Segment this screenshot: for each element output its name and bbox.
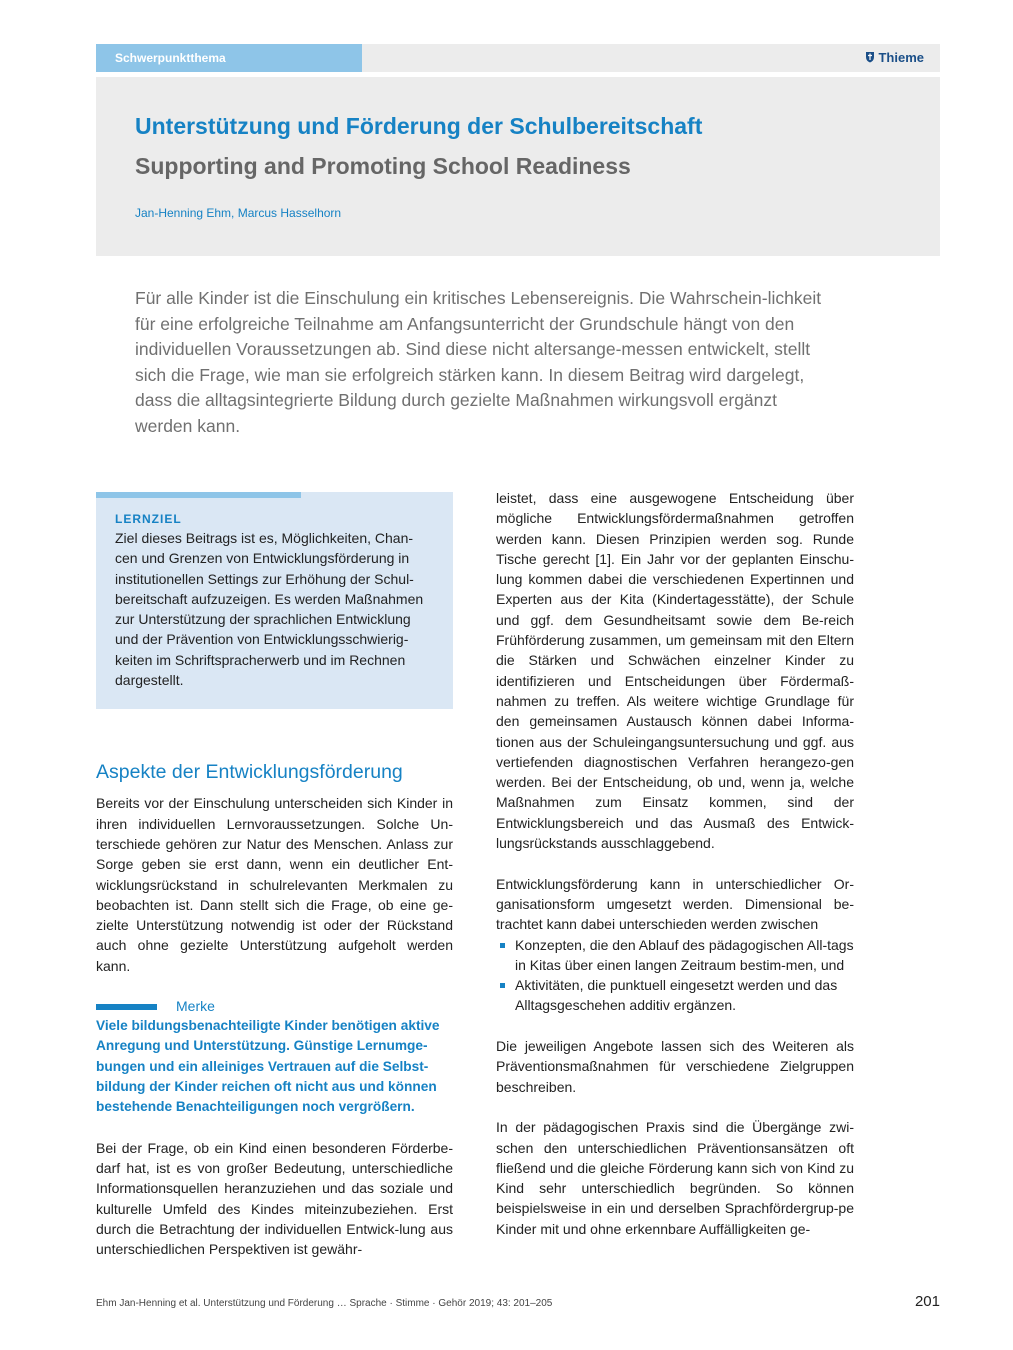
section-label: Schwerpunktthema: [96, 44, 362, 72]
learning-objective-text: Ziel dieses Beitrags ist es, Möglichkeiten, Chan-cen und Grenzen von Entwicklungsförderung in institutionellen Settings zur Erhöhung der Schul-bereitschaft aufzuzeigen. Es werden Maßnahmen zur Unterstützung der sprachlichen Entwicklung und der Prävention von Entwicklungsschwierig-keiten im Schriftspracherwerb und im Rechnen dargestellt.: [115, 530, 424, 689]
list-item: Konzepten, die den Ablauf des pädagogischen All-tags in Kitas über einen langen Zeitraum bestim-men, und: [496, 935, 854, 976]
publisher-logo: [865, 44, 924, 72]
page-number: 201: [914, 1293, 940, 1310]
body-paragraph: Bereits vor der Einschulung unterscheiden sich Kinder in ihren individuellen Lernvoraussetzungen. Solche Un-terschiede gehören zur Natur des Menschen. Anlass zur Sorge geben sie erst dann, wenn ein deutlicher Ent-wicklungsrückstand in schulrelevanten Merkmalen zu beobachten ist. Dann stellt sich die Frage, ob eine ge-zielte Unterstützung notwendig ist oder der Rückstand auch ohne gezielte Unterstützung aufgeholt werden kann.: [96, 795, 453, 974]
abstract: Für alle Kinder ist die Einschulung ein kritisches Lebensereignis. Die Wahrschein-lichkeit für eine erfolgreiche Teilnahme am Anfangsunterricht der Grundschule hängt von den individuellen Voraussetzungen ab. Sind diese nicht altersange-messen entwickelt, stellt sich die Frage, wie man sie erfolgreich stärken kann. In diesem Beitrag wird dargelegt, dass die alltagsintegrierte Bildung durch gezielte Maßnahmen wirkungsvoll ergänzt werden kann.: [135, 288, 822, 436]
note-label: Merke: [176, 998, 215, 1015]
top-bar-background: [362, 44, 940, 72]
article-header: [96, 77, 940, 256]
body-paragraph: Entwicklungsförderung kann in unterschiedlicher Or-ganisationsform umgesetzt werden. Dimensional be-trachtet kann dabei unterschieden werden zwischen: [496, 875, 854, 933]
article-title: Unterstützung und Förderung der Schulbereitschaft: [135, 113, 703, 139]
note-box-header: [96, 996, 453, 1016]
footer-citation: Ehm Jan-Henning et al. Unterstützung und Förderung … Sprache · Stimme · Gehör 2019; 43: 201–205: [96, 1298, 553, 1309]
note-bar: [96, 1004, 157, 1010]
body-paragraph: Die jeweiligen Angebote lassen sich des Weiteren als Präventionsmaßnahmen für verschiedene Zielgruppen beschreiben.: [496, 1038, 854, 1095]
left-column: [96, 492, 453, 1260]
note-text: Viele bildungsbenachteiligte Kinder benötigen aktive Anregung und Unterstützung. Günstige Lernumge-bungen und ein alleiniges Vertrauen auf die Selbst-bildung der Kinder reichen oft nicht aus und können bestehende Benachteiligungen noch vergrößern.: [96, 1018, 440, 1115]
top-bar: [96, 44, 940, 72]
learning-objective-heading: LERNZIEL: [115, 512, 182, 526]
learning-objective-box: [96, 492, 453, 709]
body-paragraph: Bei der Frage, ob ein Kind einen besonderen Förderbe-darf hat, ist es von großer Bedeutung, unterschiedliche Informationsquellen heranzuziehen und das soziale und kulturelle Umfeld des Kindes miteinzubeziehen. Erst durch die Betrachtung der individuellen Entwick-lung aus unterschiedlichen Perspektiven ist gewähr-: [96, 1139, 453, 1258]
bullet-list: [496, 935, 854, 1016]
right-column: [496, 488, 854, 1239]
article-subtitle-english: Supporting and Promoting School Readiness: [135, 153, 631, 179]
list-item: Aktivitäten, die punktuell eingesetzt werden und das Alltagsgeschehen additiv ergänzen.: [496, 975, 854, 1016]
publisher-name: Thieme: [878, 50, 924, 65]
article-authors: Jan-Henning Ehm, Marcus Hasselhorn: [135, 206, 342, 220]
section-heading: Aspekte der Entwicklungsförderung: [96, 761, 403, 784]
thieme-crest-icon: [865, 51, 875, 63]
body-paragraph: In der pädagogischen Praxis sind die Übergänge zwi-schen den unterschiedlichen Präventionsansätzen oft fließend und die gleiche Förderung kann sich von Kind zu Kind sehr unterschiedlich begründen. So können beispielsweise in ein und derselben Sprachfördergrup-pe Kinder mit und ohne erkennbare Auffälligkeiten ge-: [496, 1119, 854, 1237]
body-paragraph: leistet, dass eine ausgewogene Entscheidung über mögliche Entwicklungsfördermaßnahmen getroffen werden kann. Diesen Prinzipien werden sog. Runde Tische gerecht [1]. Ein Jahr vor der geplanten Einschu-lung kommen dabei die verschiedenen Expertinnen und Experten aus der Kita (Kindertagesstätte), der Schule und ggf. dem Gesundheitsamt sowie dem Be-reich Frühförderung zusammen, um gemeinsam mit den Eltern die Stärken und Schwächen einzelner Kinder zu identifizieren und Entscheidungen über Fördermaß-nahmen zu treffen. Als weitere wichtige Grundlage für den gemeinsamen Austausch können dabei Informa-tionen aus der Schuleingangsuntersuchung und ggf. aus vertiefenden diagnostischen Verfahren herangezo-gen werden. Bei der Entscheidung, ob und, wenn ja, welche Maßnahmen zum Einsatz kommen, sind der Entwicklungsbereich und das Ausmaß des Entwick-lungsrückstands ausschlaggebend.: [496, 490, 854, 852]
